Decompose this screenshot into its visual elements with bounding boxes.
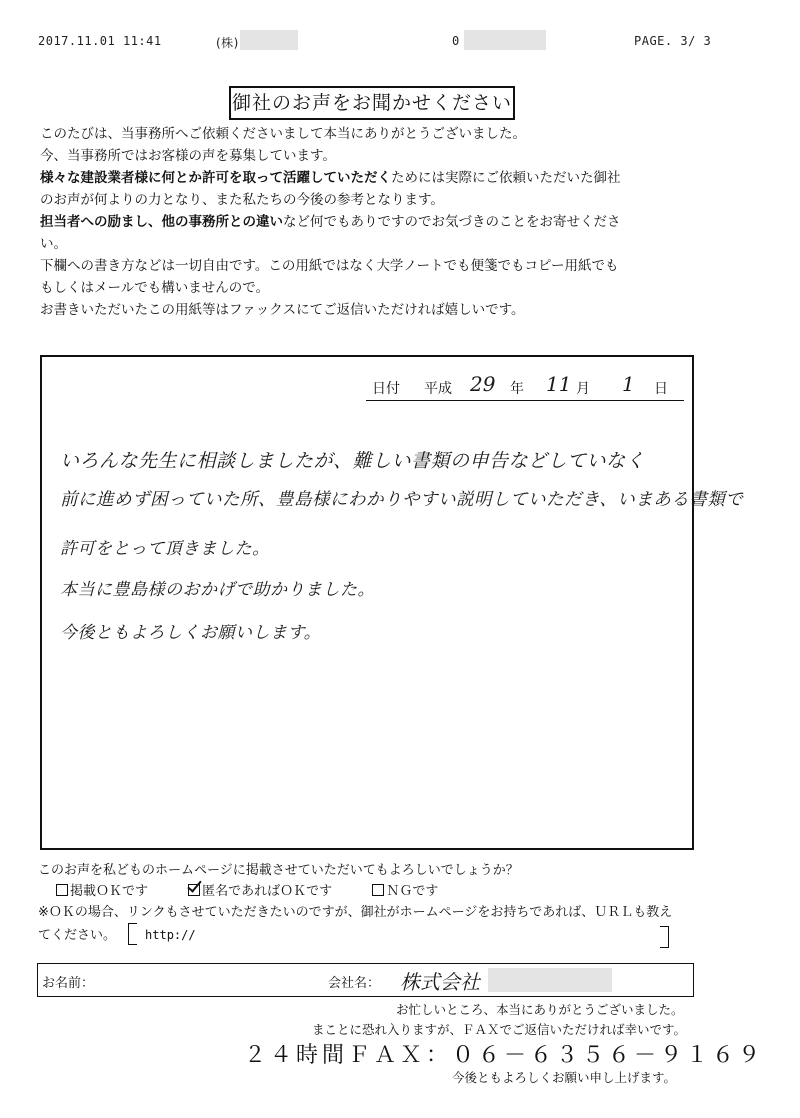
checkbox[interactable] — [372, 884, 384, 896]
intro-line: お書きいただいたこの用紙等はファックスにてご返信いただければ嬉しいです。 — [40, 302, 525, 318]
option-label: 掲載ＯＫです — [70, 884, 149, 899]
url-bracket-right — [660, 926, 669, 948]
consent-note-end: てください。 — [38, 928, 117, 943]
intro-line: い。 — [40, 236, 67, 252]
intro-text — [40, 123, 700, 321]
page-title: 御社のお声をお聞かせください — [229, 86, 515, 120]
intro-emphasis: 様々な建設業者様に何とか許可を取って活躍していただく — [40, 170, 391, 186]
message-line: 今後ともよろしくお願いします。 — [60, 623, 322, 643]
message-line: いろんな先生に相談しましたが、難しい書類の申告などしていなく — [60, 450, 646, 472]
consent-question: このお声を私どものホームページに掲載させていただいてもよろしいでしょうか？ — [38, 863, 519, 878]
message-line: 許可をとって頂きました。 — [60, 539, 270, 559]
date-year-unit: 年 — [510, 381, 524, 397]
intro-line: のお声が何よりの力となり、また私たちの今後の参考となります。 — [40, 192, 444, 208]
fax-number-prefix: 0 — [452, 34, 460, 48]
redaction-sender — [240, 30, 298, 50]
fax-page-number: PAGE. 3/ 3 — [634, 34, 712, 48]
name-label: お名前： — [42, 976, 95, 991]
option-anonymous-ok[interactable] — [188, 881, 332, 902]
intro-line: もしくはメールでも構いませんので。 — [40, 280, 269, 296]
date-label: 日付 — [372, 381, 400, 397]
message-line: 前に進めず困っていた所、豊島様にわかりやすい説明していただき、いまある書類で — [60, 490, 744, 510]
option-ng[interactable] — [372, 881, 438, 902]
company-label: 会社名： — [328, 976, 381, 991]
message-line: 本当に豊島様のおかげで助かりました。 — [60, 580, 375, 600]
date-year-value: 29 — [470, 372, 496, 396]
url-field[interactable]: http:// — [145, 928, 196, 942]
consent-section — [38, 860, 738, 946]
fax-timestamp: 2017.11.01 11:41 — [38, 34, 162, 48]
option-label: ＮＧです — [386, 884, 439, 899]
consent-options — [38, 881, 738, 902]
redaction-fax-number — [464, 30, 546, 50]
intro-text-span: ためには実際にご依頼いただいた御社 — [391, 170, 621, 186]
consent-note-cont — [38, 923, 738, 946]
intro-line: 今、当事務所ではお客様の声を募集しています。 — [40, 148, 336, 164]
fax-sender-prefix: (株) — [216, 36, 239, 50]
option-label: 匿名であればＯＫです — [202, 884, 333, 899]
message-box[interactable] — [40, 355, 694, 850]
date-day-value: 1 — [622, 372, 635, 396]
redaction-company — [488, 968, 612, 992]
date-month-unit: 月 — [576, 381, 590, 397]
date-day-unit: 日 — [654, 381, 668, 397]
intro-text-span: など何でもありですのでお気づきのことをお寄せくださ — [283, 214, 621, 230]
date-era: 平成 — [424, 381, 452, 397]
checkbox-checked[interactable] — [188, 884, 200, 896]
intro-line — [40, 167, 700, 189]
consent-note: ※ＯＫの場合、リンクもさせていただきたいのですが、御社がホームページをお持ちであれば、ＵＲＬも教え — [38, 905, 673, 920]
fax-number-24h: ２４時間ＦＡＸ：０６－６３５６－９１６９ — [244, 1043, 765, 1068]
intro-emphasis: 担当者への励まし、他の事務所との違い — [40, 214, 283, 230]
intro-line: 下欄への書き方などは一切自由です。この用紙ではなく大学ノートでも便箋でもコピー用紙でも — [40, 258, 619, 274]
intro-line: このたびは、当事務所へご依頼くださいまして本当にありがとうございました。 — [40, 126, 526, 142]
date-month-value: 11 — [546, 372, 572, 396]
company-value: 株式会社 — [400, 970, 480, 994]
url-bracket-left — [128, 923, 137, 945]
footer-closing: 今後ともよろしくお願い申し上げます。 — [452, 1070, 677, 1085]
option-publish-ok[interactable] — [56, 881, 148, 902]
footer-request: まことに恐れ入りますが、ＦＡＸでご返信いただければ幸いです。 — [312, 1022, 687, 1037]
date-line — [366, 372, 684, 401]
checkbox[interactable] — [56, 884, 68, 896]
intro-line — [40, 211, 700, 233]
name-company-box — [37, 963, 694, 997]
footer-thanks: お忙しいところ、本当にありがとうございました。 — [396, 1002, 684, 1017]
